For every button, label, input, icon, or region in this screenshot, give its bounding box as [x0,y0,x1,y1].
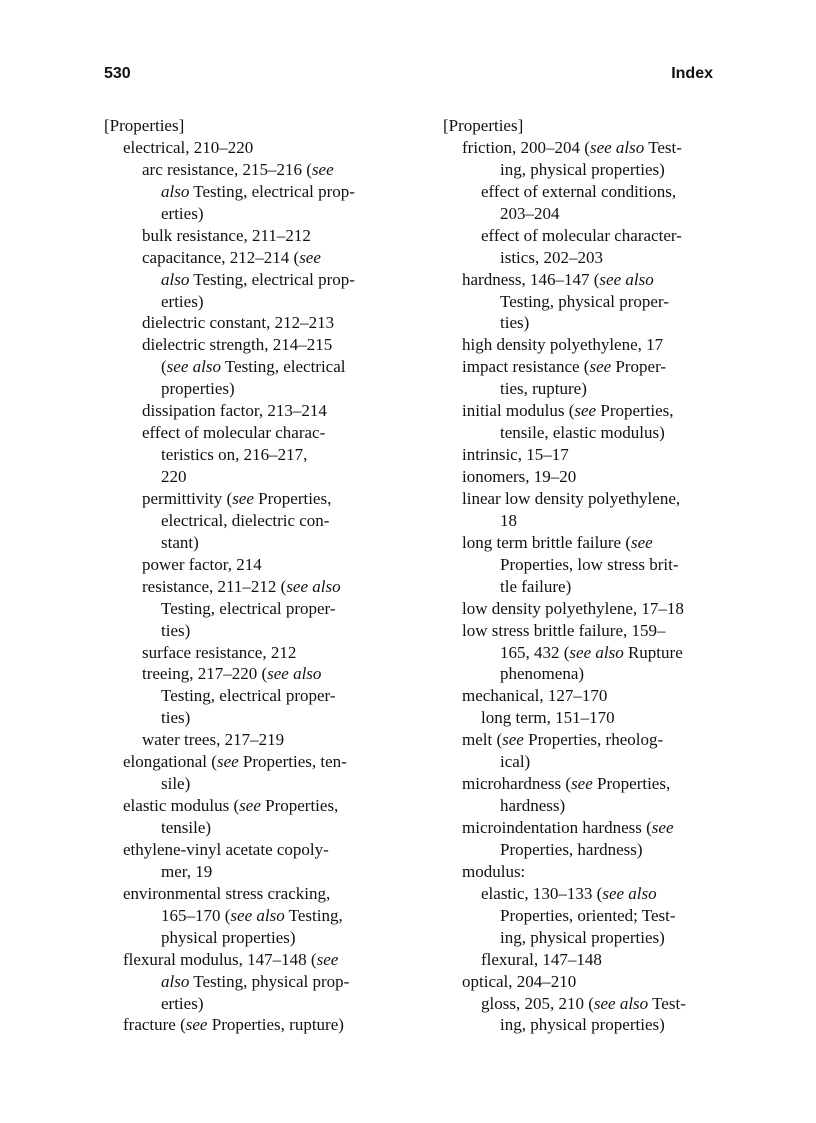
index-text: electrical, 210–220 [123,137,254,157]
index-line [104,356,404,378]
index-text: hardness) [500,796,566,816]
index-text: [Properties] [443,116,524,135]
index-text: istics, 202–203 [500,247,603,267]
index-see-reference: see [571,774,593,794]
index-text: tensile, elastic modulus) [500,423,665,443]
index-line [443,312,743,334]
index-line [104,927,404,949]
index-line [443,751,743,773]
index-text: environmental stress cracking, [123,883,331,903]
index-see-reference: see also [166,357,221,377]
index-text: properties) [161,379,235,399]
index-text: dissipation factor, 213–214 [142,401,327,421]
index-line [443,949,743,971]
index-see-reference: also [161,269,190,289]
index-line [104,181,404,203]
index-text: modulus: [462,861,526,881]
index-see-reference: also [161,971,190,991]
index-line [443,773,743,795]
index-text: Properties, [260,796,339,816]
index-text: physical properties) [161,927,296,947]
index-see-reference: see [502,730,524,750]
index-text: ing, physical properties) [500,1015,665,1035]
index-text: ties) [161,620,191,640]
index-line [443,971,743,993]
index-line [104,905,404,927]
index-text: effect of molecular character- [481,225,682,245]
index-text: surface resistance, 212 [142,642,297,662]
index-see-reference: see [185,1015,208,1035]
index-line [443,137,743,159]
index-line [443,334,743,356]
index-text: elastic modulus ( [123,796,240,816]
index-text: ethylene-vinyl acetate copoly- [123,839,329,859]
index-line [443,817,743,839]
index-line [104,247,404,269]
index-see-reference: see [299,247,321,267]
index-text: 220 [161,467,187,486]
index-text: power factor, 214 [142,554,262,574]
index-text: Properties, [596,401,674,421]
index-see-reference: see also [230,905,285,925]
index-text: long term brittle failure ( [462,532,631,552]
index-line [443,576,743,598]
index-text: intrinsic, 15–17 [462,445,569,465]
index-line [443,554,743,576]
index-text: 203–204 [500,203,560,223]
index-line [104,422,404,444]
index-text: long term, 151–170 [481,708,615,728]
index-line [443,927,743,949]
index-text: permittivity ( [142,488,233,508]
index-text: ical) [500,752,531,772]
index-text: tensile) [161,818,212,837]
index-text: ing, physical properties) [500,927,665,947]
index-line [443,291,743,313]
index-text: elongational ( [123,752,217,772]
index-see-reference: see [574,401,597,421]
index-column-left [104,115,404,1036]
index-text: teristics on, 216–217, [161,445,308,465]
index-see-reference: see also [286,576,341,596]
index-line [104,642,404,664]
index-line [443,269,743,291]
index-text: [Properties] [104,116,185,135]
index-line [104,312,404,334]
index-text: capacitance, 212–214 ( [142,247,300,267]
index-line [443,883,743,905]
index-text: Properties, oriented; Test- [500,905,676,925]
index-line [104,861,404,883]
index-see-reference: see also [267,664,322,684]
index-line [104,488,404,510]
index-see-reference: also [161,181,190,201]
index-line [104,291,404,313]
index-text: flexural, 147–148 [481,949,602,969]
index-line [443,510,743,532]
index-text: high density polyethylene, 17 [462,335,664,355]
index-line [104,971,404,993]
index-line [104,598,404,620]
index-line [443,1014,743,1036]
index-line [104,839,404,861]
index-line [443,532,743,554]
index-text: Testing, physical prop- [189,971,350,991]
index-text: Testing, [284,905,343,925]
index-text: Proper- [611,357,667,377]
index-line [104,115,404,137]
index-text: impact resistance ( [462,357,590,377]
index-line [443,685,743,707]
index-text: elastic, 130–133 ( [481,883,603,903]
index-line [104,751,404,773]
index-line [104,554,404,576]
index-line [104,795,404,817]
index-text: microindentation hardness ( [462,818,652,837]
index-line [443,620,743,642]
index-text: ties, rupture) [500,379,587,399]
index-text: Properties, hardness) [500,839,643,859]
index-line [104,620,404,642]
index-text: low density polyethylene, 17–18 [462,598,684,618]
index-line [443,378,743,400]
index-text: effect of molecular charac- [142,423,326,443]
index-text: electrical, dielectric con- [161,510,330,530]
index-column-right [443,115,743,1036]
index-text: Properties, [253,488,332,508]
index-see-reference: see [311,159,334,179]
index-line [104,334,404,356]
index-text: resistance, 211–212 ( [142,576,287,596]
index-text: 165, 432 ( [500,642,570,662]
index-line [104,949,404,971]
index-line [104,444,404,466]
index-text: effect of external conditions, [481,181,677,201]
index-line [104,729,404,751]
index-text: Testing, electrical proper- [161,686,336,706]
index-line [443,488,743,510]
index-line [443,422,743,444]
index-line [443,839,743,861]
index-text: low stress brittle failure, 159– [462,620,666,640]
index-text: Testing, electrical [220,357,346,377]
index-line [104,1014,404,1036]
index-text: fracture ( [123,1015,186,1035]
index-text: dielectric constant, 212–213 [142,313,335,333]
index-line [443,598,743,620]
index-text: Test- [644,137,682,157]
index-text: initial modulus ( [462,401,575,421]
index-text: 18 [500,510,517,530]
index-line [104,685,404,707]
index-line [104,400,404,422]
index-line [104,225,404,247]
index-see-reference: see also [599,269,654,289]
index-see-reference: see [651,818,674,837]
index-text: erties) [161,203,204,223]
index-text: Testing, physical proper- [500,291,669,311]
index-line [104,510,404,532]
index-line [443,861,743,883]
index-text: dielectric strength, 214–215 [142,335,333,355]
index-line [443,729,743,751]
index-line [443,707,743,729]
index-text: sile) [161,774,191,794]
index-line [443,466,743,488]
index-text: ing, physical properties) [500,159,665,179]
running-head: Index [671,65,713,82]
index-line [443,159,743,181]
index-line [443,795,743,817]
index-see-reference: see [232,488,254,508]
index-text: hardness, 146–147 ( [462,269,600,289]
index-line [104,817,404,839]
index-text: friction, 200–204 ( [462,137,590,157]
index-text: tle failure) [500,576,572,596]
index-text: linear low density polyethylene, [462,488,681,508]
index-text: phenomena) [500,664,585,684]
index-line [104,532,404,554]
index-text: Testing, electrical prop- [189,269,355,289]
page-number: 530 [104,65,131,82]
index-text: Properties, rupture) [207,1015,344,1035]
index-see-reference: see also [593,993,649,1013]
index-text: optical, 204–210 [462,971,577,991]
index-line [104,993,404,1015]
index-text: Properties, rheolog- [523,730,664,750]
index-text: stant) [161,532,199,552]
index-text: ionomers, 19–20 [462,467,577,486]
index-see-reference: see [239,796,261,816]
index-line [443,247,743,269]
index-see-reference: see [631,532,653,552]
index-text: flexural modulus, 147–148 ( [123,949,317,969]
index-line [104,663,404,685]
index-line [443,444,743,466]
index-see-reference: see [216,752,239,772]
index-line [443,225,743,247]
index-line [104,576,404,598]
index-text: Test- [648,993,686,1013]
index-text: ties) [500,313,530,333]
index-text: 165–170 ( [161,905,231,925]
index-text: ( [161,357,167,377]
index-see-reference: see also [589,137,645,157]
index-line [443,181,743,203]
index-line [104,707,404,729]
index-line [443,203,743,225]
index-text: melt ( [462,730,503,750]
index-text: gloss, 205, 210 ( [481,993,594,1013]
index-text: Properties, ten- [238,752,347,772]
index-line [443,400,743,422]
index-text: Properties, [592,774,671,794]
index-text: mechanical, 127–170 [462,686,608,706]
index-line [443,356,743,378]
index-text: Testing, electrical proper- [161,598,336,618]
index-line [104,883,404,905]
index-text: ties) [161,708,191,728]
index-line [104,203,404,225]
index-line [443,663,743,685]
index-text: bulk resistance, 211–212 [142,225,311,245]
index-text: erties) [161,993,204,1013]
index-text: Testing, electrical prop- [189,181,355,201]
index-text: arc resistance, 215–216 ( [142,159,312,179]
index-text: erties) [161,291,204,311]
index-text: mer, 19 [161,861,213,881]
index-line [104,378,404,400]
index-text: Rupture [623,642,683,662]
index-line [443,115,743,137]
index-see-reference: see [589,357,612,377]
index-see-reference: see also [569,642,624,662]
index-text: Properties, low stress brit- [500,554,679,574]
index-see-reference: see [316,949,339,969]
index-line [104,773,404,795]
index-line [104,466,404,488]
index-line [104,159,404,181]
index-text: water trees, 217–219 [142,730,285,750]
index-line [104,137,404,159]
index-line [443,993,743,1015]
index-text: treeing, 217–220 ( [142,664,268,684]
index-text: microhardness ( [462,774,572,794]
index-see-reference: see also [602,883,657,903]
index-line [104,269,404,291]
index-line [443,905,743,927]
index-line [443,642,743,664]
